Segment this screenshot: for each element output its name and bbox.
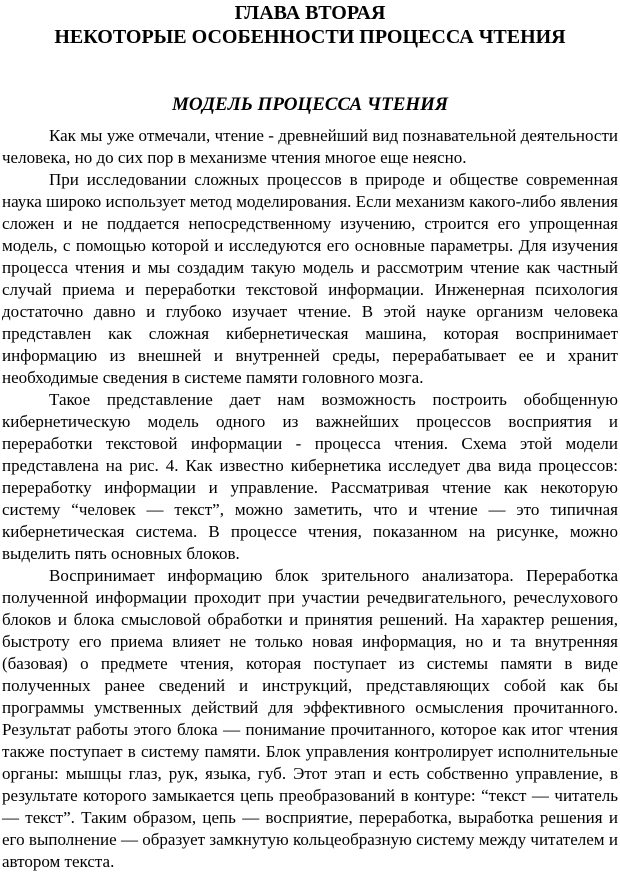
paragraph: При исследовании сложных процессов в природе и обществе современная наука широко использует метод моделирования. Если механизм какого-либо явления сложен и не поддается непосредственному изучению, строится его упрощенная модель, с помощью которой и исследуются его основные параметры. Для изучения процесса чтения и мы создадим такую модель и рассмотрим чтение как частный случай приема и переработки текстовой информации. Инженерная психология достаточно давно и глубоко изучает чтение. В этой науке организм человека представлен как сложная кибернетическая машина, которая воспринимает информацию из внешней и внутренней среды, перерабатывает ее и хранит необходимые сведения в системе памяти головного мозга.	[2, 170, 618, 387]
paragraph: Как мы уже отмечали, чтение - древнейший вид познавательной деятельности человека, но до сих пор в механизме чтения многое еще неясно.	[2, 126, 618, 167]
body-text	[2, 125, 618, 873]
paragraph: Воспринимает информацию блок зрительного анализатора. Переработка полученной информации проходит при участии речедвигательного, речеслухового блоков и блока смысловой обработки и принятия решений. На характер решения, быстроту его приема влияет не только новая информация, но и та внутренняя (базовая) о предмете чтения, которая поступает из системы памяти в виде полученных ранее сведений и инструкций, представляющих собой как бы программы умственных действий для эффективного осмысления прочитанного. Результат работы этого блока — понимание прочитанного, которое как итог чтения также поступает в систему памяти. Блок управления контролирует исполнительные органы: мышцы глаз, рук, языка, губ. Этот этап и есть собственно управление, в результате которого замыкается цепь преобразований в контуре: “текст — читатель — текст”. Таким образом, цепь — восприятие, переработка, выработка решения и его выполнение — образует замкнутую кольцеобразную систему между читателем и автором текста.	[2, 566, 618, 871]
chapter-number: ГЛАВА ВТОРАЯ	[234, 2, 386, 24]
chapter-heading	[2, 0, 618, 49]
paragraph: Такое представление дает нам возможность построить обобщенную кибернетическую модель одного из важнейших процессов восприятия и переработки текстовой информации - процесса чтения. Схема этой модели представлена на рис. 4. Как известно кибернетика исследует два вида процессов: переработку информации и управление. Рассматривая чтение как некоторую систему “человек — текст”, можно заметить, что и чтение — это типичная кибернетическая система. В процессе чтения, показанном на рисунке, можно выделить пять основных блоков.	[2, 390, 618, 563]
section-title: МОДЕЛЬ ПРОЦЕССА ЧТЕНИЯ	[171, 94, 449, 115]
chapter-title: НЕКОТОРЫЕ ОСОБЕННОСТИ ПРОЦЕССА ЧТЕНИЯ	[54, 26, 566, 48]
